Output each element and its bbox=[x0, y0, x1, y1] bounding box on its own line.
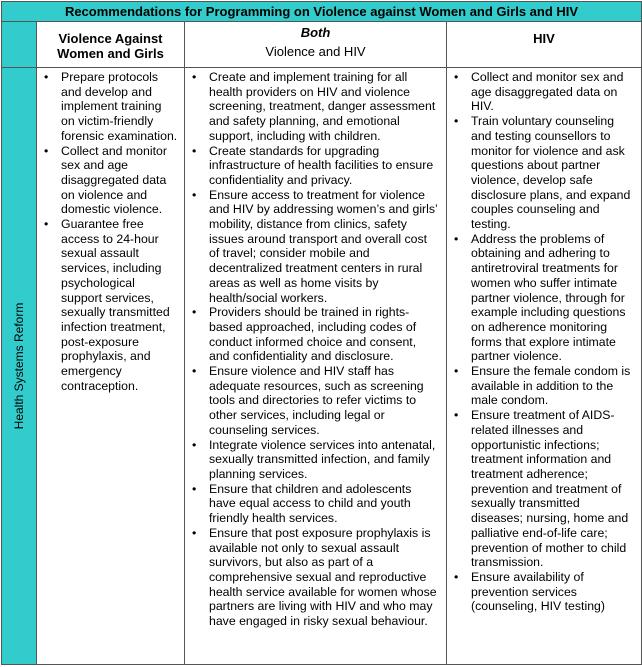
column-header-vawg-label: Violence Against Women and Girls bbox=[57, 31, 164, 61]
both-list bbox=[185, 68, 446, 629]
list-item: • Integrate violence services into antenatal, sexually transmitted infection, and family planning services. bbox=[209, 438, 440, 482]
list-item: • Ensure violence and HIV staff has adequate resources, such as screening tools and directories to refer victims to other services, including legal or counseling services. bbox=[209, 364, 440, 438]
list-item: • Address the problems of obtaining and adhering to antiretroviral treatments for women who suffer intimate partner violence, through for example including questions on adherence monitoring forms that explore intimate partner violence. bbox=[471, 232, 635, 364]
list-item: • Providers should be trained in rights-based approached, including codes of conduct informed choice and consent, and confidentiality and disclosure. bbox=[209, 305, 440, 364]
list-item: • Guarantee free access to 24-hour sexual assault services, including psychological support services, sexually transmitted infection treatment, post-exposure prophylaxis, and emergency contraception. bbox=[61, 217, 178, 393]
list-item: • Train voluntary counseling and testing counsellors to monitor for violence and ask questions about partner violence, develop safe disclosure plans, and expand couples counseling and testing. bbox=[471, 114, 635, 232]
row-header-cell bbox=[2, 68, 37, 665]
table-title: Recommendations for Programming on Violence against Women and Girls and HIV bbox=[2, 2, 642, 22]
column-header-hiv-label: HIV bbox=[533, 31, 555, 46]
column-header-both-title: Both bbox=[300, 25, 331, 40]
list-item: • Collect and monitor sex and age disaggregated data on HIV. bbox=[471, 70, 635, 114]
list-item: • Ensure that children and adolescents have equal access to child and youth friendly health services. bbox=[209, 482, 440, 526]
list-item: • Ensure treatment of AIDS-related illnesses and opportunistic infections; treatment information and treatment adherence; prevention and treatment of sexually transmitted diseases; nursing, home and palliative end-of-life care; prevention of mother to child transmission. bbox=[471, 408, 635, 570]
list-item: • Collect and monitor sex and age disaggregated data on violence and domestic violence. bbox=[61, 144, 178, 218]
list-item: • Ensure that post exposure prophylaxis is available not only to sexual assault survivors, but also as part of a comprehensive sexual and reproductive health service available for women whose partners are living with HIV and who may have engaged in risky sexual behaviour. bbox=[209, 526, 440, 629]
list-item: • Ensure the female condom is available in addition to the male condom. bbox=[471, 364, 635, 408]
column-header-both bbox=[185, 22, 447, 68]
vawg-list bbox=[37, 68, 184, 393]
recommendations-table bbox=[1, 1, 642, 665]
hiv-list bbox=[447, 68, 641, 614]
list-item: • Ensure access to treatment for violence and HIV by addressing women’s and girls’ mobility, distance from clinics, safety issues around transport and overall cost of travel; consider mobile and decentralized treatment centers in rural areas as well as home visits by health/social workers. bbox=[209, 188, 440, 306]
column-header-both-subtitle: Violence and HIV bbox=[265, 44, 366, 59]
list-item: • Create and implement training for all health providers on HIV and violence screening, treatment, danger assessment and safety planning, and emotional support, including with children. bbox=[209, 70, 440, 144]
list-item: • Ensure availability of prevention services (counseling, HIV testing) bbox=[471, 570, 635, 614]
column-header-vawg bbox=[37, 22, 185, 68]
list-item: • Create standards for upgrading infrastructure of health facilities to ensure confidentiality and privacy. bbox=[209, 144, 440, 188]
corner-cell bbox=[2, 22, 37, 68]
both-cell bbox=[185, 68, 447, 665]
row-header-label: Health Systems Reform bbox=[12, 302, 26, 430]
list-item: • Prepare protocols and develop and implement training on victim-friendly forensic examination. bbox=[61, 70, 178, 144]
column-header-hiv bbox=[447, 22, 642, 68]
hiv-cell bbox=[447, 68, 642, 665]
vawg-cell bbox=[37, 68, 185, 665]
